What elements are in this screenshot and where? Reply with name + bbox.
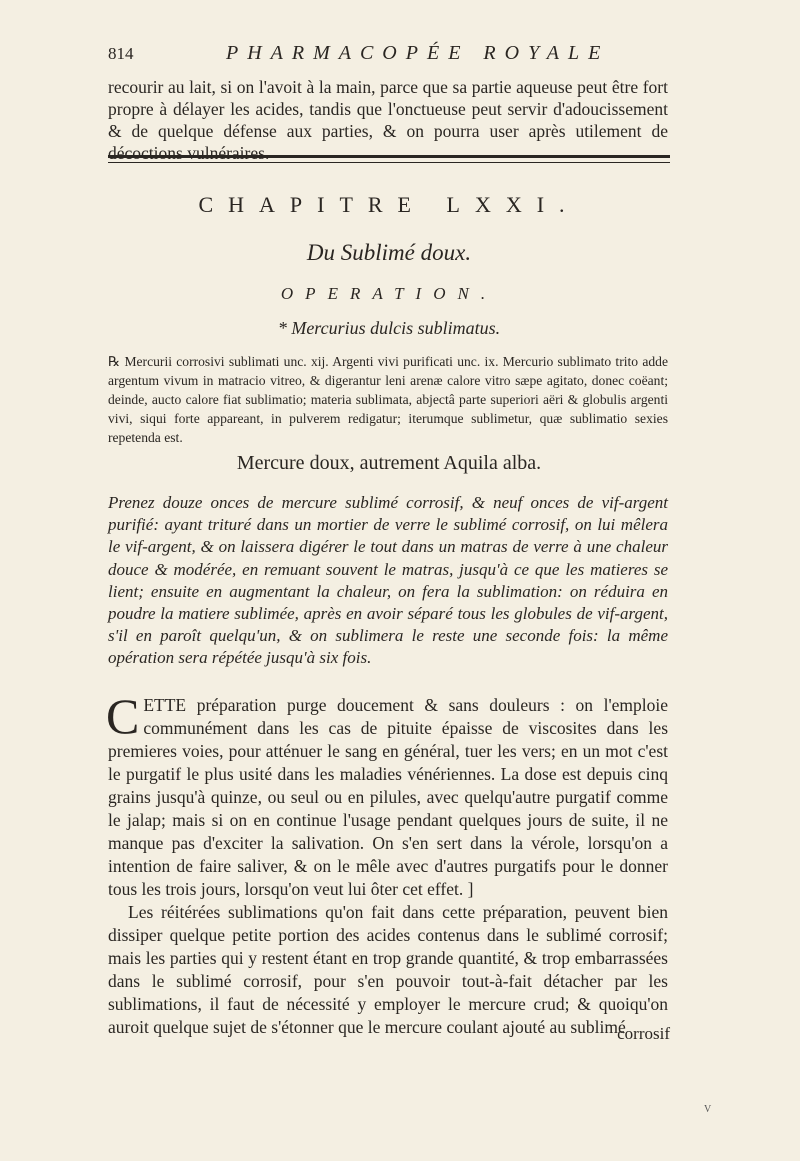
- french-title: Mercure doux, autrement Aquila alba.: [236, 452, 542, 474]
- page-header: [108, 44, 668, 70]
- latin-recipe: ℞ Mercurii corrosivi sublimati unc. xij. Argenti vivi purificati unc. ix. Mercurio sublimato trito adde argentum vivum in matracio vitreo, & digerantur leni arenæ calore vitro sæpe agitato, donec coëant; deinde, aucto calore fiat sublimatio; materia sublimata, abjectâ parte superiori aëri & globulis argenti vivi, siqui forte appareant, in pulverem redigatur; iterumque sublimetur, quæ sublimatio sexies repetenda est.: [108, 354, 668, 445]
- commentary: [106, 688, 668, 1039]
- catchword: corrosif: [617, 1024, 670, 1043]
- chapter-divider-rule: [108, 155, 670, 163]
- page-number: 814: [108, 44, 134, 63]
- signature-mark: V: [704, 1104, 712, 1115]
- chapter-heading: CHAPITRE LXXI.: [198, 192, 580, 217]
- commentary-paragraph-2: Les réitérées sublimations qu'on fait dans cette préparation, peuvent bien dissiper quelque petite portion des acides contenus dans le sublimé corrosif; mais les parties qui y restent étant en trop grande quantité, & trop embarrassées dans le sublimé corrosif, pour s'en pouvoir tout-à-fait détacher par les sublimations, il faut de nécessité y employer le mercure crud; & quoiqu'on auroit quelque sujet de s'étonner que le mercure coulant ajouté au sublimé: [108, 902, 668, 1037]
- commentary-paragraph-1-text: ETTE préparation purge doucement & sans douleurs : on l'emploie communément dans les cas de pituite épaisse de viscosites dans les premieres voies, pour atténuer le sang en général, tuer les vers; en un mot c'est le purgatif le plus usité dans les maladies vénériennes. La dose est depuis cinq grains jusqu'à quinze, ou seul ou en pilules, avec quelqu'autre purgatif comme le jalap; mais si on en continue l'usage pendant quelques jours de suite, il ne manque pas d'exciter la salivation. On s'en sert dans la vérole, lorsqu'on a intention de faire saliver, & on le mêle avec d'autres purgatifs pour le donner tous les trois jours, lorsqu'on veut lui ôter cet effet. ]: [108, 695, 668, 899]
- chapter-subtitle: Du Sublimé doux.: [306, 240, 472, 265]
- french-recipe: Prenez douze onces de mercure sublimé corrosif, & neuf onces de vif-argent purifié: ayant trituré dans un mortier de verre le sublimé corrosif, on lui mêlera le vif-argent, & on laissera digérer le tout dans un matras de verre à une chaleur douce & modérée, en remuant souvent le matras, jusqu'à ce que les matieres se lient; ensuite en augmentant la chaleur, on fera la sublimation: on réduira en poudre la matiere sublimée, après en avoir séparé tous les globules de vif-argent, s'il en paroît quelqu'un, & on sublimera le reste une seconde fois: la même opération sera répétée jusqu'à six fois.: [108, 493, 668, 668]
- commentary-paragraph-1: [106, 688, 668, 901]
- intro-paragraph: recourir au lait, si on l'avoit à la main, parce que sa partie aqueuse peut être fort propre à délayer les acides, tandis que l'onctueuse peut servir d'adoucissement & de quelque défense aux parties, & on pourra user après utilement de décoctions vulnéraires.: [108, 77, 668, 163]
- latin-title: * Mercurius dulcis sublimatus.: [277, 318, 501, 338]
- operation-heading: OPERATION.: [280, 284, 498, 303]
- running-title: PHARMACOPÉE ROYALE: [226, 42, 610, 64]
- drop-cap: C: [106, 688, 140, 744]
